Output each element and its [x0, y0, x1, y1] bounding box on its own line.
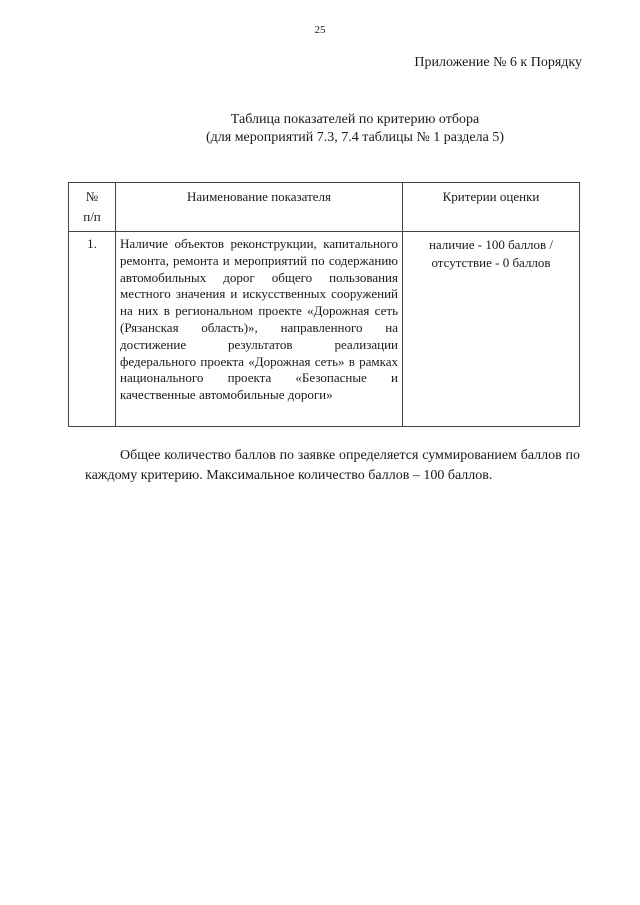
- table-title-line-2: (для мероприятий 7.3, 7.4 таблицы № 1 раздела 5): [205, 130, 504, 145]
- row-criteria-presence: наличие - 100 баллов /: [428, 237, 554, 252]
- indicators-table: [68, 182, 580, 427]
- table-title-line-1: Таблица показателей по критерию отбора: [230, 112, 480, 127]
- table-row: [69, 232, 580, 427]
- table-title: [0, 111, 640, 147]
- table-header-row: [69, 183, 580, 232]
- header-indicator-name: Наименование показателя: [116, 183, 403, 232]
- header-criteria: Критерии оценки: [403, 183, 580, 232]
- page-number: 25: [314, 24, 326, 36]
- summary-paragraph: Общее количество баллов по заявке определяется суммированием баллов по каждому критерию. Максимальное количество баллов – 100 баллов.: [85, 448, 580, 483]
- row-number: 1.: [69, 232, 116, 427]
- row-criteria-absence: отсутствие - 0 баллов: [431, 255, 551, 270]
- row-indicator-text: Наличие объектов реконструкции, капитального ремонта, ремонта и мероприятий по содержанию автомобильных дорог общего пользования местного значения и искусственных сооружений на них в региональном проекте «Дорожная сеть (Рязанская область)», направленного на достижение результатов реализации федерального проекта «Дорожная сеть» в рамках национального проекта «Безопасные и качественные автомобильные дороги»: [116, 232, 403, 427]
- header-number-abbrev: п/п: [83, 209, 101, 224]
- header-number: [69, 183, 116, 232]
- appendix-label: Приложение № 6 к Порядку: [414, 55, 582, 70]
- header-number-symbol: №: [85, 189, 99, 204]
- row-criteria: [403, 232, 580, 427]
